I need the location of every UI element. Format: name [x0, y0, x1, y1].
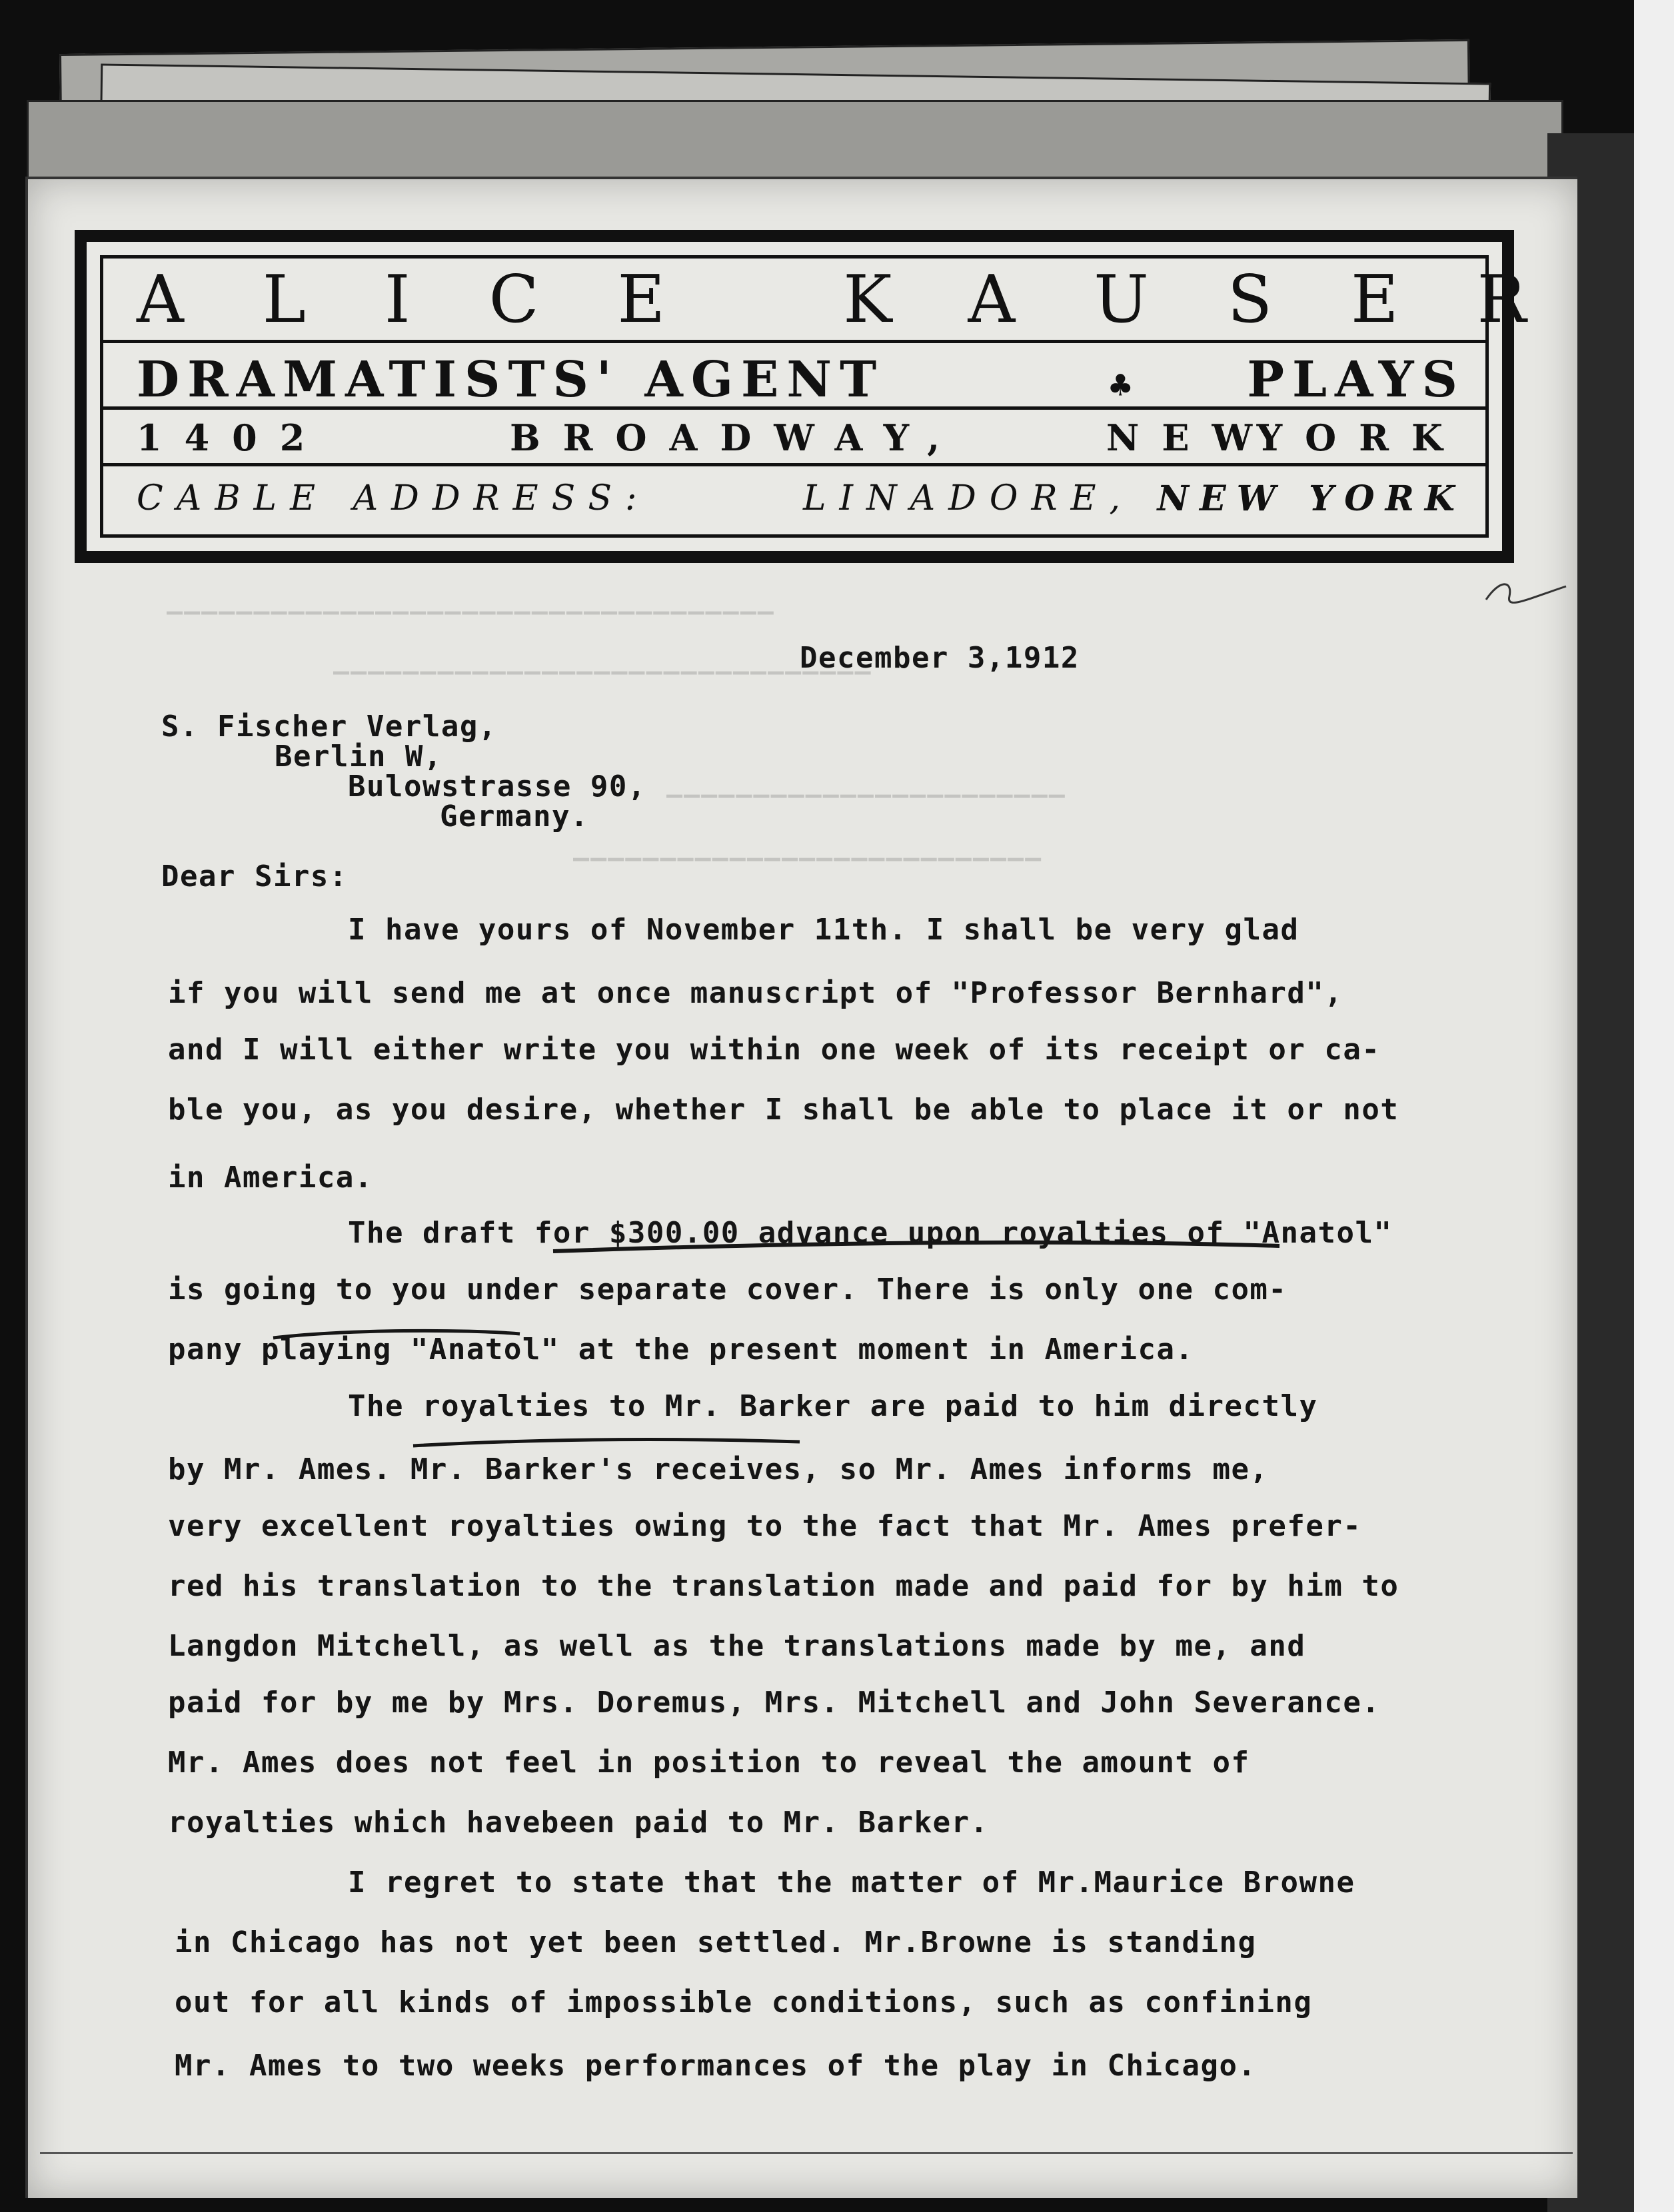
recipient-line: S. Fischer Verlag,	[161, 710, 497, 744]
body-line: by Mr. Ames. Mr. Barker's receives, so Mr. Ames informs me,	[168, 1452, 1269, 1486]
letter-date: December 3,1912	[800, 641, 1080, 675]
recipient-line: Bulowstrasse 90,	[348, 770, 646, 804]
cable-name: LINADORE,	[803, 478, 1134, 518]
bleed-through: ———————————————————————	[666, 780, 1066, 810]
address-number: 1402	[137, 416, 328, 459]
body-line: pany playing "Anatol" at the present moment in America.	[168, 1333, 1194, 1367]
body-line: red his translation to the translation made and paid for by him to	[168, 1569, 1399, 1603]
body-line: paid for by me by Mrs. Doremus, Mrs. Mitchell and John Severance.	[168, 1686, 1381, 1720]
bleed-through: ———————————————————————————————————	[167, 596, 775, 627]
body-line: I regret to state that the matter of Mr.Maurice Browne	[348, 1866, 1355, 1900]
body-line: Mr. Ames to two weeks performances of the play in Chicago.	[175, 2049, 1257, 2083]
agent-name: ALICE KAUSER	[137, 262, 1605, 338]
recipient-line: Berlin W,	[275, 740, 442, 774]
cable-label: CABLE ADDRESS:	[137, 478, 650, 518]
body-line: in Chicago has not yet been settled. Mr.Browne is standing	[175, 1926, 1257, 1959]
recipient-line: Germany.	[440, 800, 589, 833]
body-line: Mr. Ames does not feel in position to reveal the amount of	[168, 1746, 1250, 1780]
body-line: royalties which havebeen paid to Mr. Barker.	[168, 1806, 989, 1840]
body-line: The royalties to Mr. Barker are paid to him directly	[348, 1389, 1318, 1423]
cable-city: NEW YORK	[1157, 478, 1465, 519]
salutation: Dear Sirs:	[161, 859, 348, 893]
body-line: is going to you under separate cover. There is only one com-	[168, 1273, 1287, 1307]
body-line: if you will send me at once manuscript of "Professor Bernhard",	[168, 976, 1343, 1010]
body-line: out for all kinds of impossible conditions, such as confining	[175, 1985, 1313, 2019]
agent-title: DRAMATISTS' AGENT	[137, 351, 885, 408]
address-city-new: NEW	[1106, 416, 1275, 459]
body-line: and I will either write you within one week of its receipt or ca-	[168, 1033, 1381, 1067]
body-line: The draft for $300.00 advance upon royalties of "Anatol"	[348, 1216, 1393, 1250]
body-line: in America.	[168, 1161, 373, 1195]
bleed-through: ———————————————————————————	[573, 843, 1043, 873]
bleed-through: ———————————————————————————————	[333, 656, 872, 687]
body-line: ble you, as you desire, whether I shall be able to place it or not	[168, 1093, 1399, 1127]
body-line: Langdon Mitchell, as well as the translations made by me, and	[168, 1629, 1306, 1663]
plays-label: PLAYS	[1247, 351, 1465, 408]
body-line: I have yours of November 11th. I shall be very glad	[348, 913, 1299, 947]
body-line: very excellent royalties owing to the fact that Mr. Ames prefer-	[168, 1509, 1362, 1543]
address-city-york: YORK	[1256, 416, 1465, 459]
clover-icon: ♣	[1110, 364, 1132, 406]
address-street: BROADWAY,	[510, 416, 963, 459]
